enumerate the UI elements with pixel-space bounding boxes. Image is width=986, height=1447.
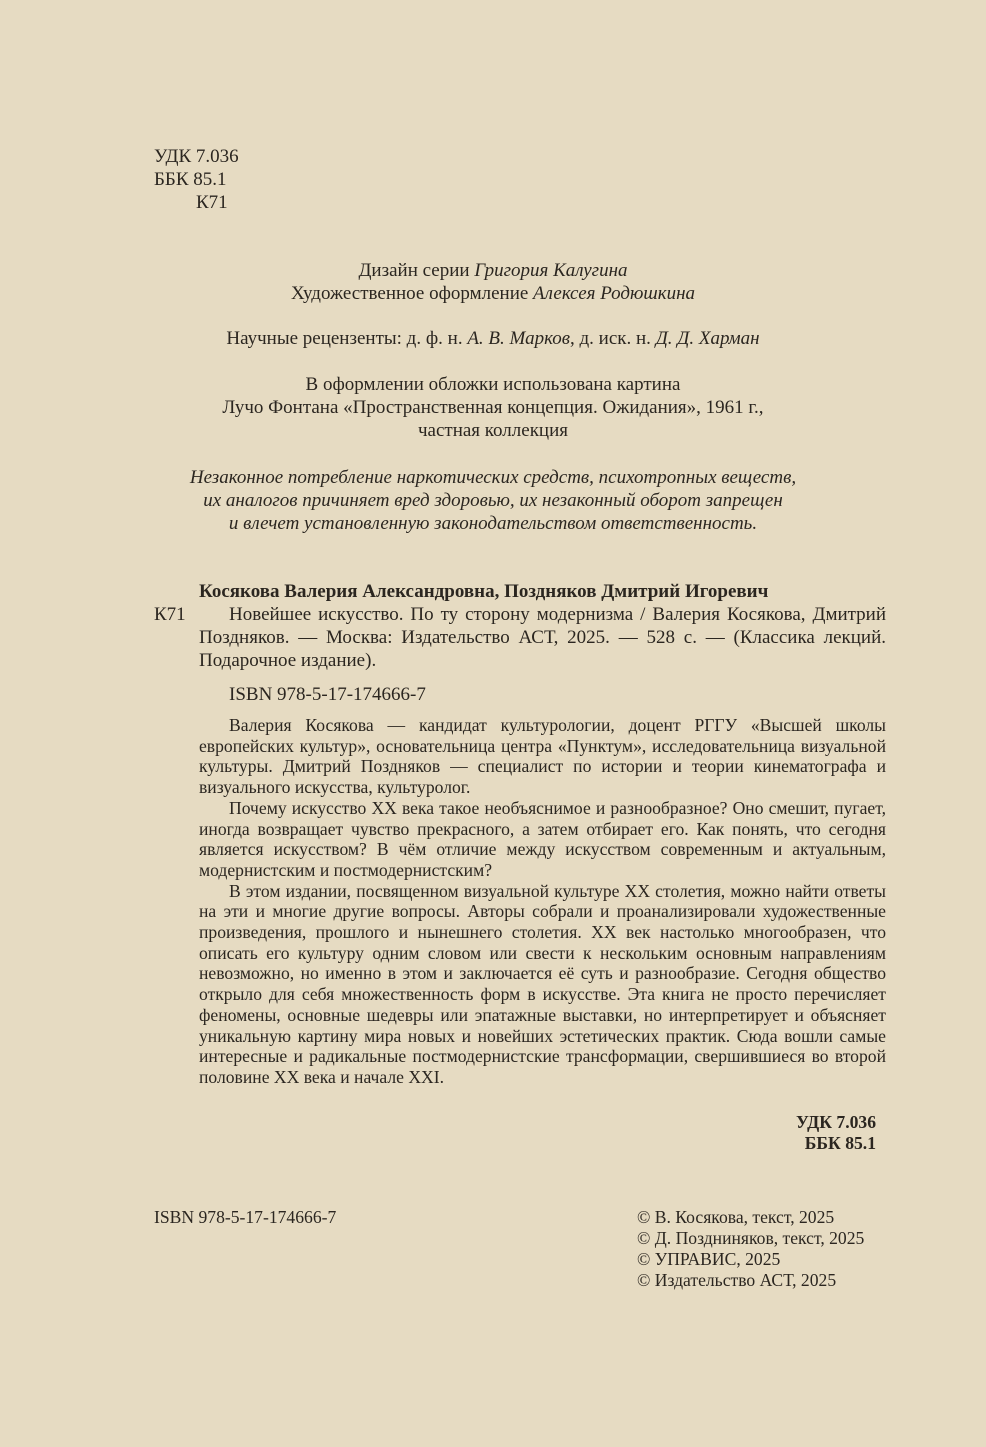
reviewer-2: Д. Д. Харман (655, 328, 760, 349)
copyright-block (637, 1207, 864, 1291)
reviewers-label: Научные рецензенты: д. ф. н. (226, 328, 463, 349)
copyright-line: © Д. Поздниняков, текст, 2025 (637, 1228, 865, 1248)
series-design-label: Дизайн серии (358, 260, 470, 281)
catalog-authors: Косякова Валерия Александровна, Поздняков Дмитрий Игоревич (199, 581, 769, 602)
annotation (199, 715, 886, 1088)
reviewer-2-degree: , д. иск. н. (570, 328, 651, 349)
design-credits (0, 259, 986, 305)
catalog-description: Новейшее искусство. По ту сторону модернизма / Валерия Косякова, Дмитрий Поздняков. — Москва: Издательство АСТ, 2025. — 528 с. — (Классика лекций. Подарочное издание). (199, 604, 886, 671)
cover-line: частная коллекция (417, 420, 569, 441)
annotation-paragraph: Валерия Косякова — кандидат культурологии, доцент РГГУ «Высшей школы европейских культур», основательница центра «Пунктум», исследовательница визуальной культуры. Дмитрий Поздняков — специалист по истории и теории кинематографа и визуального искусства, культуролог. (199, 715, 886, 798)
bbk-code: ББК 85.1 (154, 169, 227, 190)
copyright-line: © УПРАВИС, 2025 (637, 1249, 781, 1269)
copyright-line: © В. Косякова, текст, 2025 (637, 1207, 835, 1227)
annotation-paragraph: В этом издании, посвященном визуальной культуре XX столетия, можно найти ответы на эти и многие другие вопросы. Авторы собрали и проанализировали художественные произведения, прошлого и нынешнего столетия. XX век настолько многообразен, что описать его культуру одним словом или свести к нескольким основным направлениям невозможно, но именно в этом и заключается её суть и разнообразие. Сегодня общество открыло для себя множественность форм в искусстве. Эта книга не просто перечисляет феномены, основные шедевры или эпатажные выставки, но интерпретирует и объясняет уникальную картину мира новых и новейших эстетических практик. Сюда вошли самые интересные и радикальные постмодернистские трансформации, свершившиеся во второй половине XX века и начале XXI. (199, 880, 886, 1087)
author-mark: К71 (196, 192, 228, 213)
legal-warning (0, 466, 986, 535)
warning-line: их аналогов причиняет вред здоровью, их незаконный оборот запрещен (203, 490, 783, 511)
art-designer: Алексея Родюшкина (533, 283, 696, 304)
annotation-paragraph: Почему искусство XX века такое необъяснимое и разнообразное? Оно смешит, пугает, иногда возвращает чувство прекрасного, а затем отбирает его. Как понять, что сегодня является искусством? В чём отличие между искусством современным и актуальным, модернистским и постмодернистским? (199, 797, 886, 880)
art-design-label: Художественное оформление (290, 283, 529, 304)
cover-line: Лучо Фонтана «Пространственная концепция. Ожидания», 1961 г., (222, 397, 764, 418)
warning-line: и влечет установленную законодательством ответственность. (228, 513, 758, 534)
udk-code: УДК 7.036 (796, 1112, 876, 1132)
bbk-code: ББК 85.1 (804, 1133, 876, 1153)
warning-line: Незаконное потребление наркотических средств, психотропных веществ, (189, 467, 797, 488)
classification-codes (154, 145, 239, 214)
reviewer-1: А. В. Марков (467, 328, 571, 349)
footer-isbn: ISBN 978-5-17-174666-7 (154, 1207, 337, 1227)
udk-code: УДК 7.036 (154, 146, 239, 167)
cover-credit (0, 373, 986, 442)
catalog-isbn: ISBN 978-5-17-174666-7 (229, 684, 426, 705)
copyright-line: © Издательство АСТ, 2025 (637, 1270, 837, 1290)
reviewers (0, 327, 986, 350)
cover-line: В оформлении обложки использована картина (305, 374, 681, 395)
catalog-mark: К71 (154, 604, 186, 625)
annotation-codes (700, 1112, 876, 1154)
series-designer: Григория Калугина (474, 260, 628, 281)
